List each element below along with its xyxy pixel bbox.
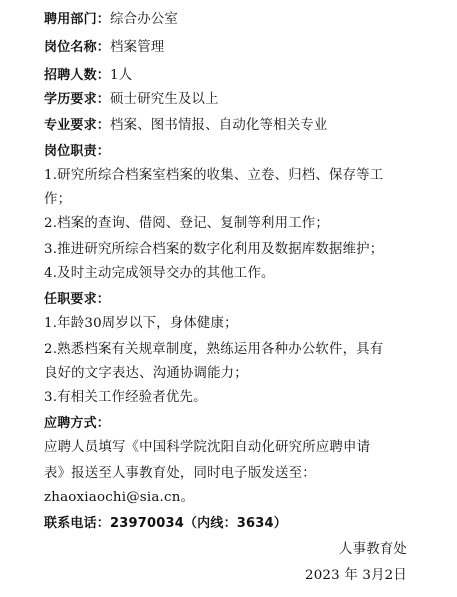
position-value: 档案管理 <box>110 40 165 55</box>
requirement-item-2-line-2: 良好的文字表达、沟通协调能力； <box>44 366 248 381</box>
requirement-item-3: 3.有相关工作经验者优先。 <box>44 390 207 405</box>
headcount-value: 1人 <box>110 68 133 83</box>
duties-heading: 岗位职责： <box>44 144 111 159</box>
apply-heading: 应聘方式： <box>44 416 111 431</box>
contact-label: 联系电话： <box>44 516 111 531</box>
requirement-item-2-line-1: 2.熟悉档案有关规章制度，熟练运用各种办公软件，具有 <box>44 342 384 357</box>
headcount-row <box>44 66 443 86</box>
contact-value: 23970034（内线：3634） <box>110 516 287 531</box>
duty-item-1-line-1: 1.研究所综合档案室档案的收集、立卷、归档、保存等工 <box>44 168 384 183</box>
duty-item-2: 2.档案的查询、借阅、登记、复制等利用工作； <box>44 216 329 231</box>
education-row <box>44 90 443 110</box>
department-value: 综合办公室 <box>110 12 178 27</box>
position-row <box>44 38 443 58</box>
signature-date: 2023 年 3月2日 <box>304 568 407 583</box>
headcount-label: 招聘人数： <box>44 68 111 83</box>
department-row <box>44 10 443 30</box>
duty-item-4: 4.及时主动完成领导交办的其他工作。 <box>44 266 275 281</box>
major-value: 档案、图书情报、自动化等相关专业 <box>110 118 328 133</box>
apply-line-1: 应聘人员填写《中国科学院沈阳自动化研究所应聘申请 <box>44 440 371 455</box>
education-label: 学历要求： <box>44 92 111 107</box>
contact-row <box>44 514 443 534</box>
major-row <box>44 116 443 136</box>
duty-item-1-line-2: 作； <box>44 192 72 207</box>
major-label: 专业要求： <box>44 118 111 133</box>
apply-line-2: 表》报送至人事教育处，同时电子版发送至： <box>44 466 316 481</box>
requirements-heading: 任职要求： <box>44 292 111 307</box>
position-label: 岗位名称： <box>44 40 111 55</box>
department-label: 聘用部门： <box>44 12 111 27</box>
education-value: 硕士研究生及以上 <box>110 92 219 107</box>
requirement-item-1: 1.年龄30周岁以下，身体健康； <box>44 316 238 331</box>
signature-office: 人事教育处 <box>339 542 407 557</box>
apply-email: zhaoxiaochi@sia.cn。 <box>44 490 195 505</box>
duty-item-3: 3.推进研究所综合档案的数字化利用及数据库数据维护； <box>44 242 384 257</box>
